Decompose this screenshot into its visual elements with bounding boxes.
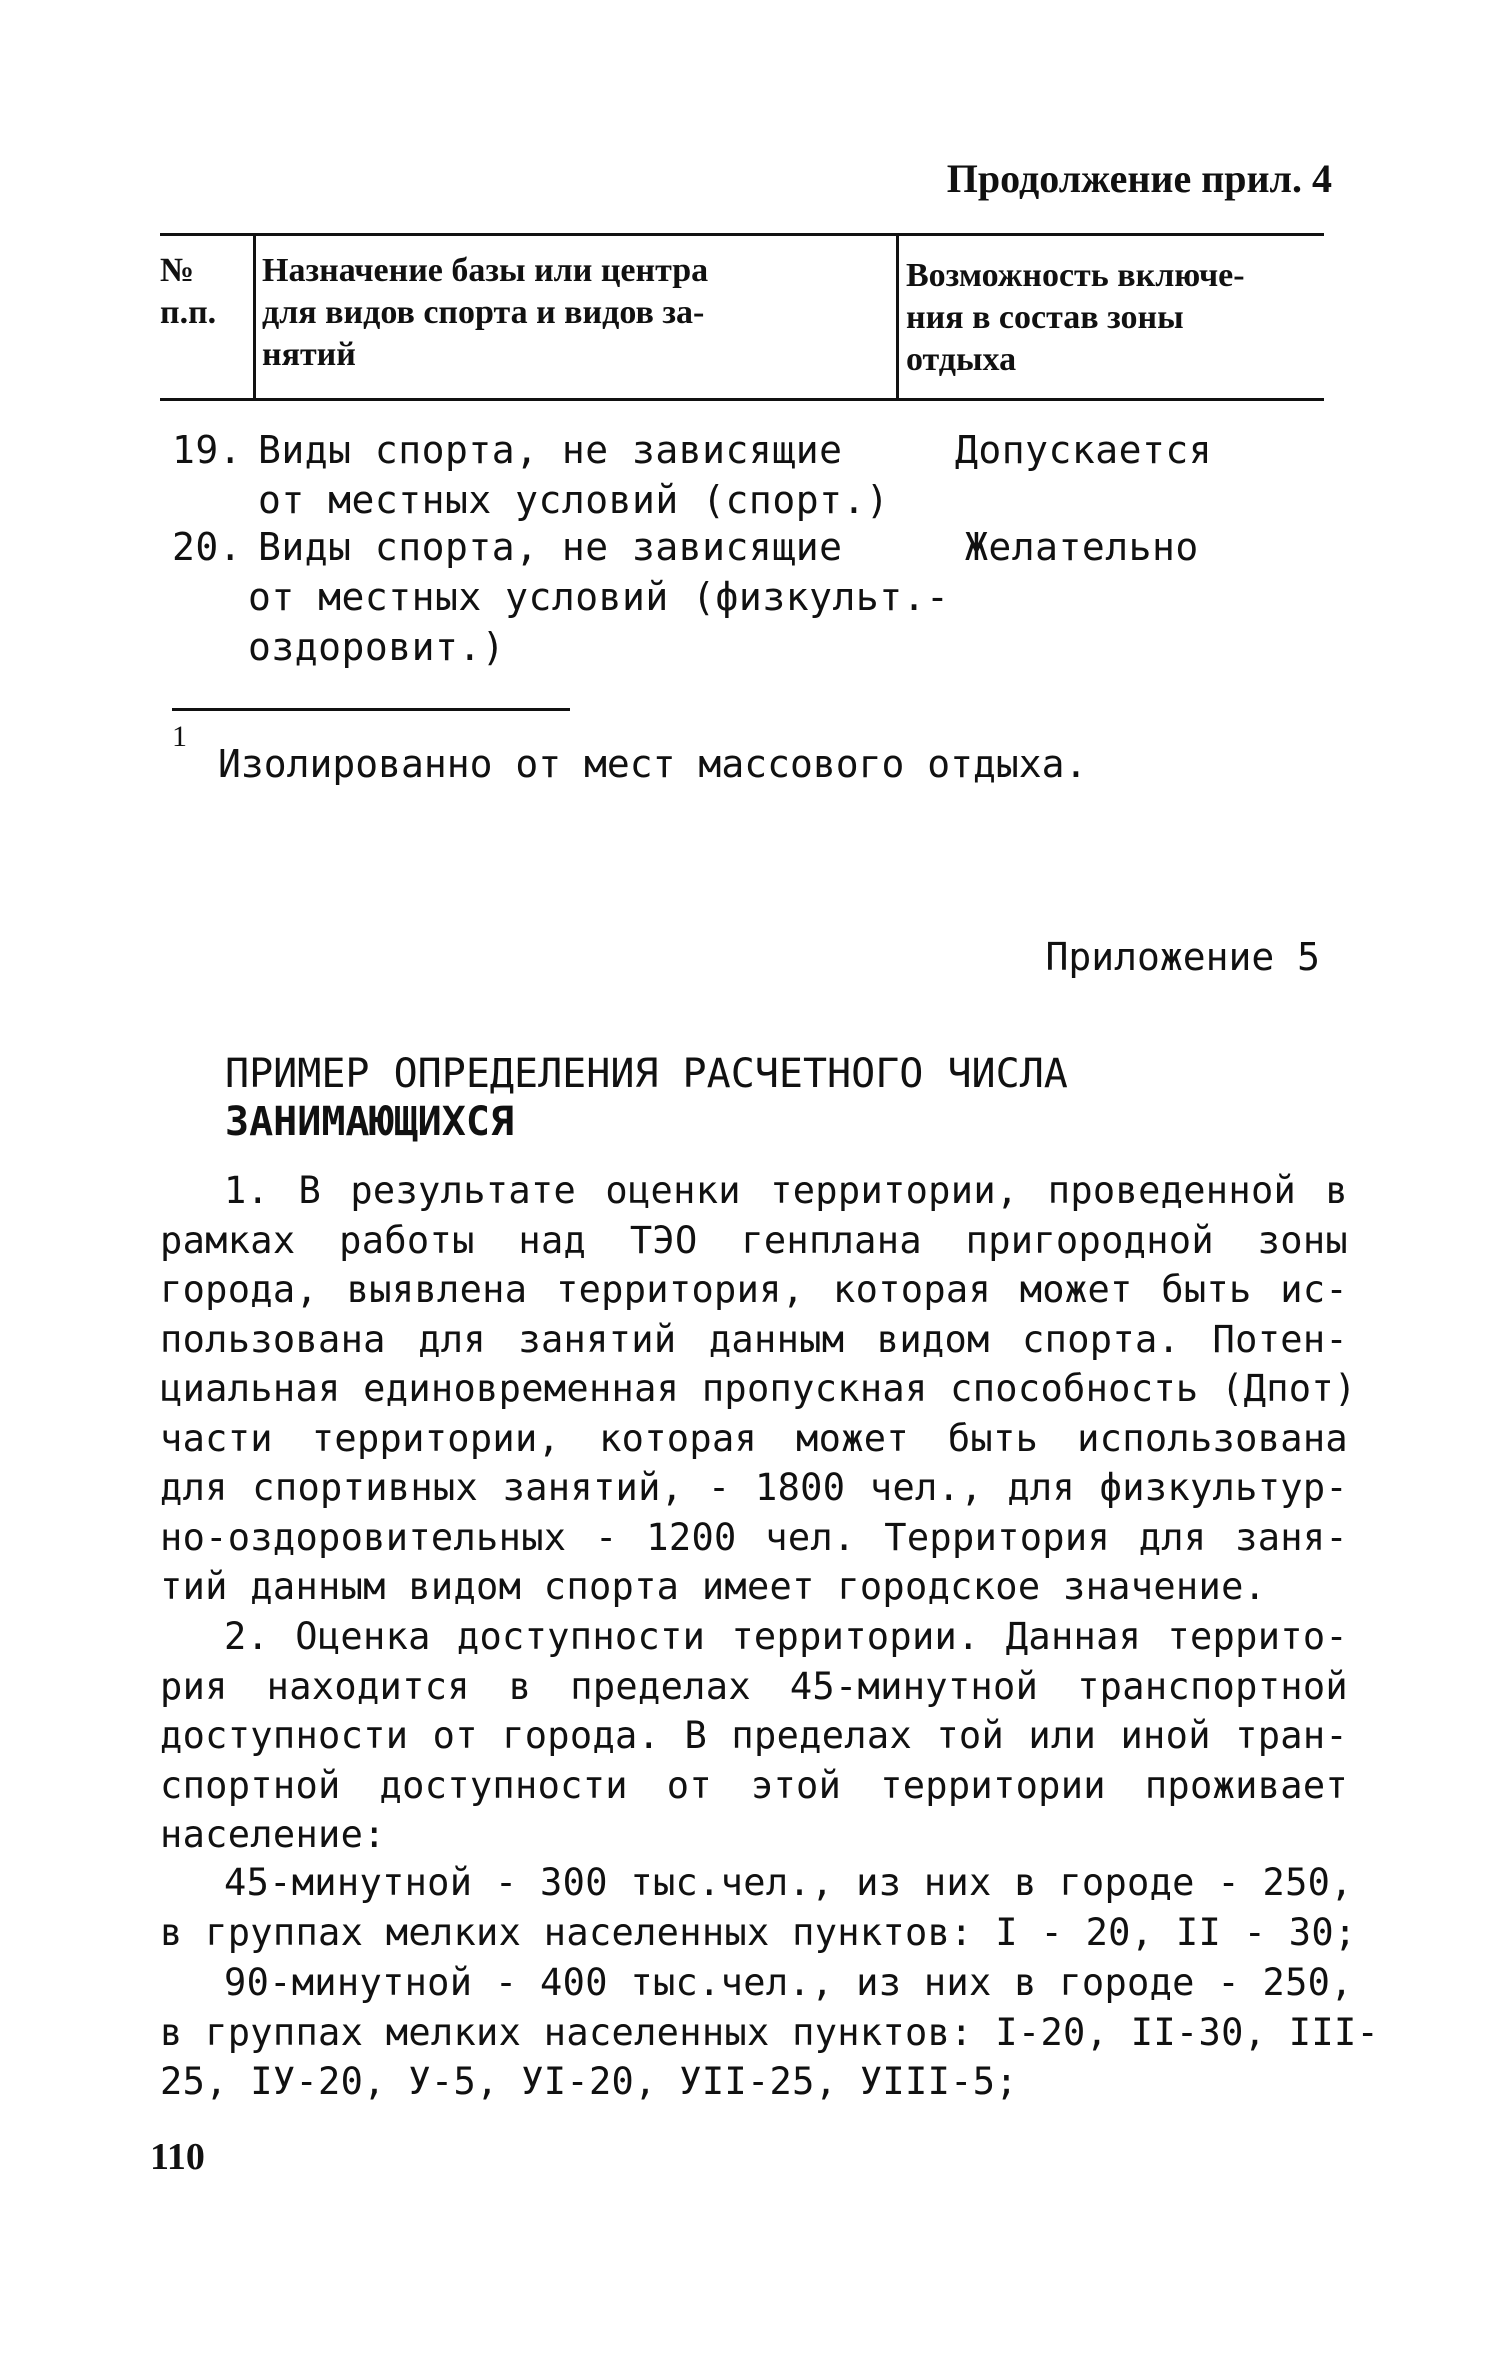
paragraph-1 [160, 1166, 1357, 1612]
header-purpose-line: нятий [262, 336, 356, 373]
header-purpose [262, 250, 708, 376]
paragraph-line: доступности от города. В пределах той или иной тран- [160, 1714, 1348, 1757]
paragraph-line: в группах мелких населенных пунктов: I - 20, II - 30; [160, 1910, 1357, 1954]
header-inclusion [906, 255, 1245, 381]
paragraph-2 [160, 1612, 1348, 1860]
page-number: 110 [150, 2136, 205, 2178]
table-col-divider-2 [896, 233, 899, 401]
paragraph-line: для спортивных занятий, - 1800 чел., для физкультур- [160, 1466, 1348, 1509]
header-purpose-line: Назначение базы или центра [262, 252, 709, 289]
header-inclusion-line: Возможность включе- [906, 257, 1245, 294]
row-purpose-line: Виды спорта, не зависящие [258, 428, 843, 472]
table-col-divider-1 [253, 233, 256, 401]
paragraph-line: население: [160, 1813, 386, 1856]
row-purpose-line: оздоровит.) [248, 625, 506, 669]
row-19-num: 19. [172, 428, 243, 472]
paragraph-line: 2. Оценка доступности территории. Данная террито- [224, 1615, 1348, 1658]
header-num-line: п.п. [160, 294, 217, 331]
paragraph-3 [160, 1858, 1357, 1957]
paragraph-line: циальная единовременная пропускная способность (Дпот) [160, 1367, 1357, 1410]
paragraph-line: части территории, которая может быть использована [160, 1416, 1348, 1460]
paragraph-line: в группах мелких населенных пунктов: I-20, II-30, III- [160, 2010, 1380, 2054]
paragraph-line: пользована для занятий данным видом спорта. Потен- [160, 1317, 1348, 1361]
section-title-line: ПРИМЕР ОПРЕДЕЛЕНИЯ РАСЧЕТНОГО ЧИСЛА [225, 1051, 1068, 1097]
paragraph-line: города, выявлена территория, которая может быть ис- [160, 1268, 1348, 1311]
paragraph-line: спортной доступности от этой территории проживает [160, 1763, 1348, 1807]
paragraph-line: 45-минутной - 300 тыс.чел., из них в городе - 250, [224, 1861, 1353, 1904]
row-19-purpose [258, 425, 889, 525]
table-top-rule [160, 233, 1324, 236]
section-title [225, 1050, 1068, 1146]
footnote-mark: 1 [172, 720, 187, 753]
section-title-line: ЗАНИМАЮЩИХСЯ [225, 1099, 514, 1145]
header-num-line: № [160, 252, 195, 289]
footnote-rule [172, 708, 570, 711]
paragraph-line: но-оздоровительных - 1200 чел. Территория для заня- [160, 1515, 1348, 1559]
paragraph-line: 90-минутной - 400 тыс.чел., из них в городе - 250, [224, 1961, 1353, 2004]
paragraph-line: 25, IУ-20, У-5, УI-20, УII-25, УIII-5; [160, 2060, 1018, 2103]
footnote-text: Изолированно от мест массового отдыха. [218, 742, 1088, 786]
header-inclusion-line: отдыха [906, 341, 1017, 378]
row-20-inclusion: Желательно [965, 525, 1199, 569]
paragraph-line: рия находится в пределах 45-минутной транспортной [160, 1664, 1348, 1708]
table-header-bottom-rule [160, 398, 1324, 401]
continuation-title: Продолжение прил. 4 [946, 156, 1332, 201]
row-20-num: 20. [172, 525, 243, 569]
header-inclusion-line: ния в состав зоны [906, 299, 1184, 336]
paragraph-line: рамках работы над ТЭО генплана пригородной зоны [160, 1218, 1348, 1262]
appendix-label: Приложение 5 [1045, 935, 1320, 979]
row-purpose-line: от местных условий (спорт.) [258, 478, 890, 522]
row-purpose-line: от местных условий (физкульт.- [248, 575, 950, 619]
row-20-purpose [248, 522, 949, 672]
paragraph-4 [160, 1958, 1380, 2107]
paragraph-line: тий данным видом спорта имеет городское значение. [160, 1565, 1267, 1608]
row-purpose-line: Виды спорта, не зависящие [258, 525, 843, 569]
row-19-inclusion: Допускается [955, 428, 1213, 472]
header-purpose-line: для видов спорта и видов за- [262, 294, 705, 331]
header-num [160, 250, 216, 334]
paragraph-line: 1. В результате оценки территории, проведенной в [224, 1169, 1348, 1212]
